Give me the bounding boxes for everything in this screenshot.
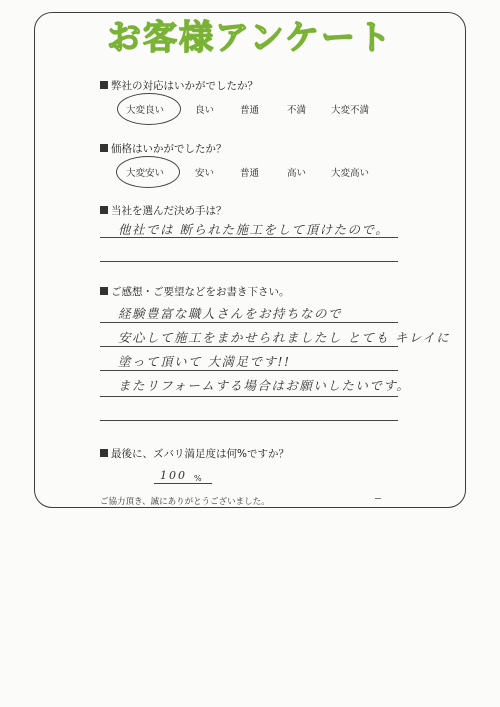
question-service-label: 弊社の対応はいかがでしたか？ (111, 80, 258, 92)
selected-circle-mark (116, 156, 180, 188)
answer-line (100, 370, 398, 371)
service-option-very-dissatisfied[interactable]: 大変不満 (331, 105, 370, 116)
question-comments-label: ご感想・ご要望などをお書き下さい。 (111, 286, 290, 298)
satisfaction-line (154, 483, 212, 484)
answer-line (100, 237, 398, 238)
thank-you-note: ご協力頂き、誠にありがとうございました。 (100, 497, 270, 507)
answer-line (100, 420, 398, 421)
price-option-expensive[interactable]: 高い (287, 168, 307, 179)
question-reason-label: 当社を選んだ決め手は？ (111, 205, 227, 217)
survey-title: お客様アンケート (107, 18, 393, 58)
small-dash-mark (375, 498, 381, 499)
selected-circle-mark (117, 93, 181, 125)
comment-line-3[interactable]: 塗って頂いて 大満足です!! (118, 354, 291, 369)
square-bullet-icon (100, 206, 108, 214)
service-option-very-good[interactable]: 大変良い (126, 105, 165, 116)
square-bullet-icon (100, 81, 108, 89)
square-bullet-icon (100, 287, 108, 295)
square-bullet-icon (100, 449, 108, 457)
answer-line (100, 322, 398, 323)
reason-answer[interactable]: 他社では 断られた施工をして頂けたので。 (118, 222, 390, 237)
price-option-cheap[interactable]: 安い (195, 168, 215, 179)
service-option-good[interactable]: 良い (195, 105, 215, 116)
price-option-very-cheap[interactable]: 大変安い (126, 168, 165, 179)
question-satisfaction (100, 446, 289, 461)
comment-line-2[interactable]: 安心して施工をまかせられましたし とても キレイに (118, 330, 451, 345)
question-reason (100, 203, 227, 218)
answer-line (100, 396, 398, 397)
price-option-very-expensive[interactable]: 大変高い (331, 168, 370, 179)
service-option-dissatisfied[interactable]: 不満 (287, 105, 307, 116)
satisfaction-value[interactable]: 100 (160, 469, 187, 482)
answer-line (100, 346, 398, 347)
square-bullet-icon (100, 144, 108, 152)
satisfaction-unit: % (194, 474, 202, 483)
price-option-normal[interactable]: 普通 (240, 168, 260, 179)
question-price (100, 141, 227, 156)
comment-line-4[interactable]: またリフォームする場合はお願いしたいです。 (118, 378, 411, 393)
service-option-normal[interactable]: 普通 (240, 105, 260, 116)
question-comments (100, 284, 290, 299)
comment-line-1[interactable]: 経験豊富な職人さんをお持ちなので (118, 306, 343, 321)
question-price-label: 価格はいかがでしたか？ (111, 143, 227, 155)
question-service (100, 78, 258, 93)
answer-line (100, 261, 398, 262)
question-satisfaction-label: 最後に、ズバリ満足度は何%ですか？ (111, 448, 289, 460)
